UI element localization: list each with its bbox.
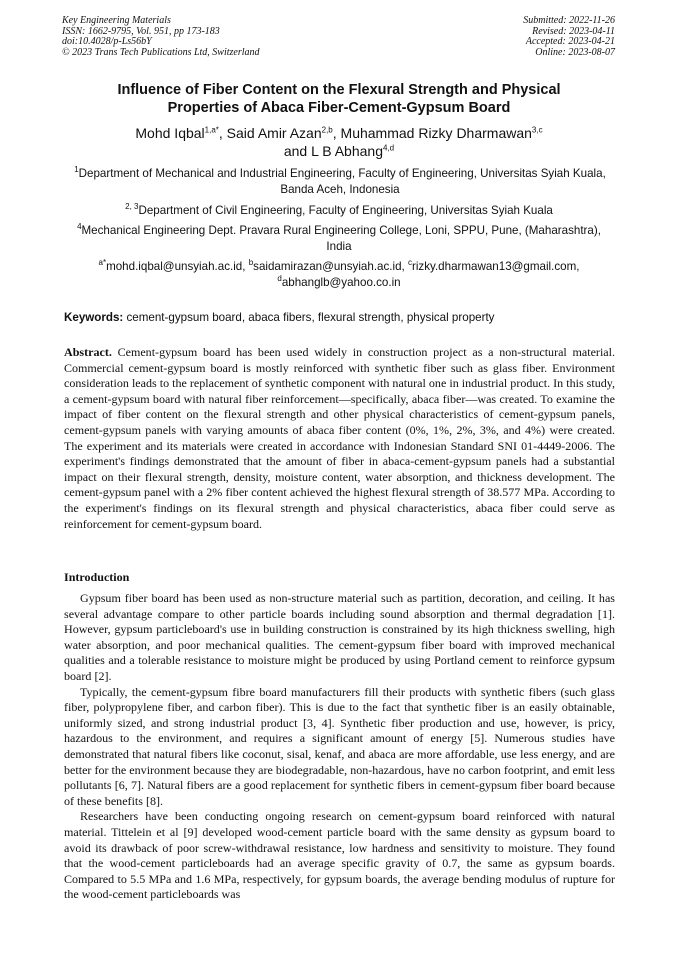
abstract-label: Abstract. [64, 345, 112, 359]
issn-line: ISSN: 1662-9795, Vol. 951, pp 173-183 [62, 25, 220, 37]
author-3-sup: 3,c [531, 125, 543, 135]
abstract-text: Cement-gypsum board has been used widely in construction project as a non-structural material. Commercial cement-gypsum board is mostly reinforced with synthetic fiber such as glass fiber. Environment consideration leads to the replacement of synthetic component with natural one in industrial product. In this study, a cement-gypsum board with natural fiber reinforcement—specifically, abaca fiber—was created. To examine the impact of fiber content on the flexural strength and other physical characteristics of cement-gypsum panels, cement-gypsum panels with varying amounts of abaca fiber content (0%, 1%, 2%, 3%, and 4%) were created. The experiment and its materials were created in accordance with Indonesian Standard SNI 01-4449-2006. The experiment's findings demonstrated that the amount of fiber in abaca-cement-gypsum panels had a substantial impact on their flexural strength, density, moisture content, water absorption, and thickness development. The cement-gypsum panel with a 2% fiber content achieved the highest flexural strength of 38.577 MPa. According to the experiment's findings on its flexural strength and physical characteristics, abaca fiber could serve as reinforcement for cement-gypsum board. [64, 345, 615, 531]
submitted-date: Submitted: 2022-11-26 [523, 15, 615, 26]
doi-line: doi:10.4028/p-Ls56bY [62, 36, 152, 47]
author-3: , Muhammad Rizky Dharmawan [332, 125, 532, 141]
intro-paragraph-1: Gypsum fiber board has been used as non-structure material such as partition, decoration, and ceiling. It has several advantage compare to other particle boards including sound absorption and thermal degradation [1]. However, gypsum particleboard's use in building construction is constrained by its high thickness swelling, high water absorption, and poor mechanical qualities. The cement-gypsum fiber board with improved mechanical qualities and a tolerable resistance to moisture might be produced by using Portland cement to reinforce gypsum board [2]. [64, 591, 615, 683]
keywords-text: cement-gypsum board, abaca fibers, flexural strength, physical property [123, 311, 495, 324]
journal-header-right [415, 16, 615, 58]
author-4: and L B Abhang [283, 143, 383, 159]
intro-paragraph-3: Researchers have been conducting ongoing research on cement-gypsum board reinforced with natural material. Tittelein et al [9] developed wood-cement particle board with the same density as gypsum board to avoid its drawback of poor screw-withdrawal resistance, low hardness and sensitivity to moisture. They found that the wood-cement particleboards had an average specific gravity of 0.7, the same as gypsum boards. Compared to 5.5 MPa and 1.6 MPa, respectively, for gypsum boards, the average bending modulus of rupture for the wood-cement particleboards was [64, 809, 615, 902]
email-d-sup: d [277, 273, 282, 283]
email-a: mohd.iqbal@unsyiah.ac.id, [106, 260, 249, 273]
author-list [64, 124, 614, 160]
online-date: Online: 2023-08-07 [535, 46, 615, 58]
affiliation-2-sup: 2, 3 [125, 202, 139, 212]
introduction-body [64, 591, 615, 903]
revised-date: Revised: 2023-04-11 [532, 25, 615, 37]
affiliation-3-text: Mechanical Engineering Dept. Pravara Rural Engineering College, Loni, SPPU, Pune, (Maharashtra), India [81, 224, 601, 253]
affiliation-2-text: Department of Civil Engineering, Faculty of Engineering, Universitas Syiah Kuala [138, 204, 553, 217]
abstract-paragraph [64, 345, 615, 532]
author-1-sup: 1,a* [204, 125, 219, 135]
affiliation-3 [69, 223, 609, 254]
email-c: rizky.dharmawan13@gmail.com, [411, 260, 580, 273]
keywords-label: Keywords: [64, 311, 124, 324]
email-d: abhanglb@yahoo.co.in [281, 275, 401, 289]
keywords-line [64, 310, 624, 325]
intro-paragraph-2: Typically, the cement-gypsum fibre board manufacturers fill their products with synthetic fibers (such glass fiber, polypropylene fiber, and carbon fiber). This is due to the fact that synthetic fiber is an easily obtainable, uniformly sized, and strong industrial product [3, 4]. Synthetic fiber production and use, however, is pricy, hazardous to the environment, and requires a significant amount of energy [5]. Numerous studies have demonstrated that natural fibers like coconut, sisal, kenaf, and abaca are more affordable, use less energy, and are better for the environment because they are biodegradable, non-hazardous, have no carbon footprint, and emit less pollutants [6, 7]. Natural fibers are a good replacement for synthetic fibers in cement-gypsum fiber board because of these benefits [8]. [64, 684, 615, 808]
paper-title [64, 82, 614, 117]
title-line-1: Influence of Fiber Content on the Flexural Strength and Physical [117, 82, 561, 98]
abstract-block [64, 345, 615, 532]
email-list [64, 259, 614, 290]
email-b: saidamirazan@unsyiah.ac.id, [253, 260, 408, 273]
author-1: Mohd Iqbal [135, 125, 205, 141]
journal-header-left [62, 16, 362, 58]
email-c-sup: c [407, 258, 412, 268]
email-a-sup: a* [98, 258, 107, 268]
introduction-heading: Introduction [64, 570, 130, 584]
copyright-line: © 2023 Trans Tech Publications Ltd, Switzerland [62, 46, 260, 58]
author-2: , Said Amir Azan [218, 125, 322, 141]
email-b-sup: b [248, 258, 254, 268]
title-line-2: Properties of Abaca Fiber-Cement-Gypsum Board [167, 99, 511, 116]
affiliation-2 [64, 203, 614, 219]
author-2-sup: 2,b [321, 125, 333, 135]
affiliation-3-sup: 4 [77, 222, 82, 232]
affiliation-1 [60, 166, 620, 197]
author-4-sup: 4,d [383, 143, 395, 153]
accepted-date: Accepted: 2023-04-21 [525, 36, 615, 47]
journal-name: Key Engineering Materials [62, 15, 171, 26]
affiliation-1-sup: 1 [74, 165, 79, 175]
affiliation-1-text: Department of Mechanical and Industrial Engineering, Faculty of Engineering, Universitas Syiah Kuala, Banda Aceh, Indonesia [78, 167, 606, 196]
